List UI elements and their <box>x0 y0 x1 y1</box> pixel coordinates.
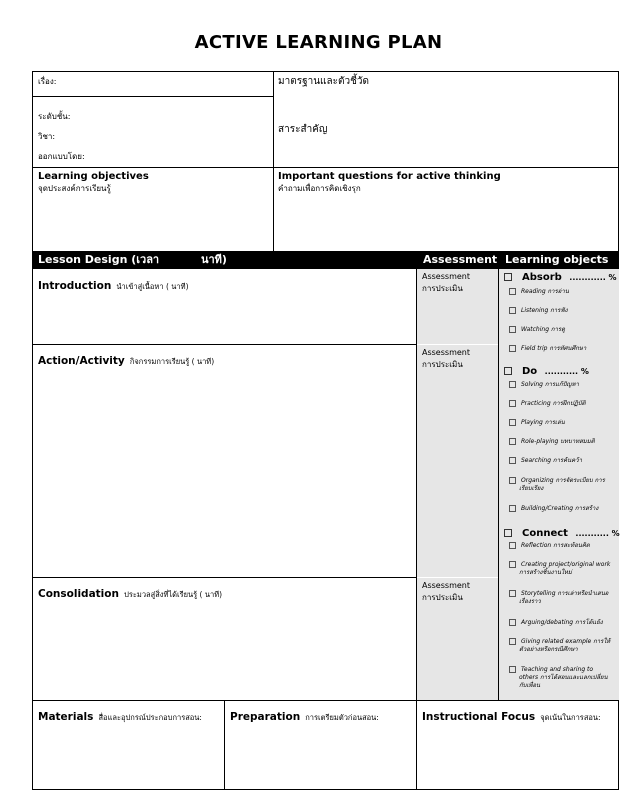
item-label: Building/Creating การสร้าง <box>521 505 599 512</box>
consolidation-subtitle: ประมวลสู่สิ่งที่ได้เรียนรู้ ( นาที) <box>124 590 223 599</box>
item-label: Role-playing บทบาทสมมติ <box>521 438 595 445</box>
divider <box>32 96 273 97</box>
focus-subtitle: จุดเน้นในการสอน: <box>540 713 601 722</box>
list-item[interactable] <box>509 288 569 296</box>
action-subtitle: กิจกรรมการเรียนรู้ ( นาที) <box>129 357 215 366</box>
list-item[interactable] <box>509 381 579 389</box>
list-item[interactable] <box>509 638 614 654</box>
checkbox-icon[interactable] <box>509 381 516 388</box>
item-label: Storytelling การเล่าหรือนำเสนอเรื่องราว <box>519 590 609 605</box>
designer-field[interactable]: ออกแบบโดย: <box>38 152 85 161</box>
divider <box>273 71 274 251</box>
connect-label: Connect <box>522 528 568 539</box>
checkbox-icon[interactable] <box>509 561 516 568</box>
questions-box[interactable] <box>278 171 501 195</box>
checkbox-icon[interactable] <box>509 307 516 314</box>
connect-checkbox-row[interactable] <box>504 528 620 539</box>
materials-title: Materials <box>38 711 94 723</box>
absorb-label: Absorb <box>522 272 562 283</box>
item-label: Reading การอ่าน <box>521 288 569 295</box>
checkbox-icon[interactable] <box>509 457 516 464</box>
learning-objects-header: Learning objects <box>499 251 619 269</box>
checkbox-icon[interactable] <box>509 638 516 645</box>
checkbox-icon[interactable] <box>509 505 516 512</box>
introduction-title: Introduction <box>38 280 112 292</box>
assessment-label-1 <box>422 271 470 295</box>
item-label: Listening การฟัง <box>521 307 568 314</box>
topic-field[interactable]: เรื่อง: <box>38 77 57 86</box>
list-item[interactable] <box>509 400 585 408</box>
divider <box>32 167 619 168</box>
item-label: Reflection การสะท้อนคิด <box>521 542 590 549</box>
assessment-th: การประเมิน <box>422 284 463 293</box>
absorb-checkbox-row[interactable] <box>504 272 617 283</box>
assessment-label-3 <box>422 580 470 604</box>
list-item[interactable] <box>509 438 595 446</box>
materials-subtitle: สื่อและอุปกรณ์ประกอบการสอน: <box>98 713 202 722</box>
checkbox-icon[interactable] <box>509 326 516 333</box>
materials-box[interactable] <box>38 705 202 724</box>
grade-field[interactable]: ระดับชั้น: <box>38 112 71 121</box>
checkbox-icon[interactable] <box>509 419 516 426</box>
divider <box>498 251 499 700</box>
checkbox-icon[interactable] <box>509 590 516 597</box>
checkbox-icon[interactable] <box>504 273 512 281</box>
assessment-label-2 <box>422 347 470 371</box>
absorb-percent: ............ % <box>569 273 617 282</box>
item-label: Giving related example การให้ตัวอย่างหรือกรณีศึกษา <box>519 638 611 653</box>
questions-title: Important questions for active thinking <box>278 171 501 182</box>
list-item[interactable] <box>509 590 614 606</box>
assessment-th: การประเมิน <box>422 593 463 602</box>
assessment-header: Assessment <box>417 251 498 269</box>
item-label: Practicing การฝึกปฏิบัติ <box>521 400 586 407</box>
list-item[interactable] <box>509 345 586 353</box>
do-label: Do <box>522 366 538 377</box>
subject-field[interactable]: วิชา: <box>38 132 56 141</box>
item-label: Creating project/original work การสร้างชิ้นงานใหม่ <box>519 561 611 576</box>
checkbox-icon[interactable] <box>509 438 516 445</box>
item-label: Watching การดู <box>521 326 566 333</box>
objectives-title: Learning objectives <box>38 171 149 182</box>
checkbox-icon[interactable] <box>509 288 516 295</box>
do-percent: ........... % <box>544 367 589 376</box>
action-section[interactable] <box>38 349 214 368</box>
checkbox-icon[interactable] <box>509 400 516 407</box>
introduction-section[interactable] <box>38 274 189 293</box>
item-label: Teaching and sharing to others การได้สอนและแลกเปลี่ยนกับเพื่อน <box>519 666 608 689</box>
lesson-design-header <box>32 251 416 269</box>
checkbox-icon[interactable] <box>504 529 512 537</box>
divider <box>416 251 417 790</box>
list-item[interactable] <box>509 561 614 577</box>
preparation-subtitle: การเตรียมตัวก่อนสอน: <box>305 713 379 722</box>
checkbox-icon[interactable] <box>509 542 516 549</box>
questions-subtitle: คำถามเพื่อการคิดเชิงรุก <box>278 184 361 193</box>
list-item[interactable] <box>509 542 590 550</box>
item-label: Solving การแก้ปัญหา <box>521 381 579 388</box>
assessment-th: การประเมิน <box>422 360 463 369</box>
list-item[interactable] <box>509 419 565 427</box>
checkbox-icon[interactable] <box>509 345 516 352</box>
divider <box>32 700 619 701</box>
action-title: Action/Activity <box>38 355 125 367</box>
minutes-label: นาที) <box>200 253 227 266</box>
item-label: Arguing/debating การโต้แย้ง <box>521 619 603 626</box>
checkbox-icon[interactable] <box>509 619 516 626</box>
checkbox-icon[interactable] <box>509 666 516 673</box>
focus-box[interactable] <box>422 705 601 724</box>
list-item[interactable] <box>509 326 565 334</box>
list-item[interactable] <box>509 477 614 493</box>
do-checkbox-row[interactable] <box>504 366 589 377</box>
assessment-en: Assessment <box>422 272 470 281</box>
list-item[interactable] <box>509 505 598 513</box>
divider <box>32 577 417 578</box>
list-item[interactable] <box>509 457 582 465</box>
divider <box>224 700 225 790</box>
objectives-box[interactable] <box>38 171 149 195</box>
consolidation-title: Consolidation <box>38 588 119 600</box>
objectives-subtitle: จุดประสงค์การเรียนรู้ <box>38 184 111 193</box>
lesson-design-label: Lesson Design (เวลา <box>38 253 160 266</box>
focus-title: Instructional Focus <box>422 711 536 723</box>
item-label: Organizing การจัดระเบียบ การเรียบเรียง <box>519 477 605 492</box>
list-item[interactable] <box>509 307 568 315</box>
assessment-cell[interactable] <box>417 345 498 577</box>
introduction-subtitle: นำเข้าสู่เนื้อหา ( นาที) <box>116 282 189 291</box>
checkbox-icon[interactable] <box>504 367 512 375</box>
assessment-en: Assessment <box>422 581 470 590</box>
item-label: Field trip การทัศนศึกษา <box>521 345 587 352</box>
divider <box>32 344 417 345</box>
item-label: Playing การเล่น <box>521 419 565 426</box>
connect-percent: ........... % <box>575 529 620 538</box>
preparation-title: Preparation <box>230 711 301 723</box>
assessment-en: Assessment <box>422 348 470 357</box>
standards-field[interactable]: มาตรฐานและตัวชี้วัด <box>278 76 369 87</box>
page-title: ACTIVE LEARNING PLAN <box>194 32 443 53</box>
checkbox-icon[interactable] <box>509 477 516 484</box>
preparation-box[interactable] <box>230 705 379 724</box>
list-item[interactable] <box>509 666 614 690</box>
key-content-field[interactable]: สาระสำคัญ <box>278 124 328 135</box>
item-label: Searching การค้นคว้า <box>521 457 583 464</box>
list-item[interactable] <box>509 619 603 627</box>
consolidation-section[interactable] <box>38 582 222 601</box>
